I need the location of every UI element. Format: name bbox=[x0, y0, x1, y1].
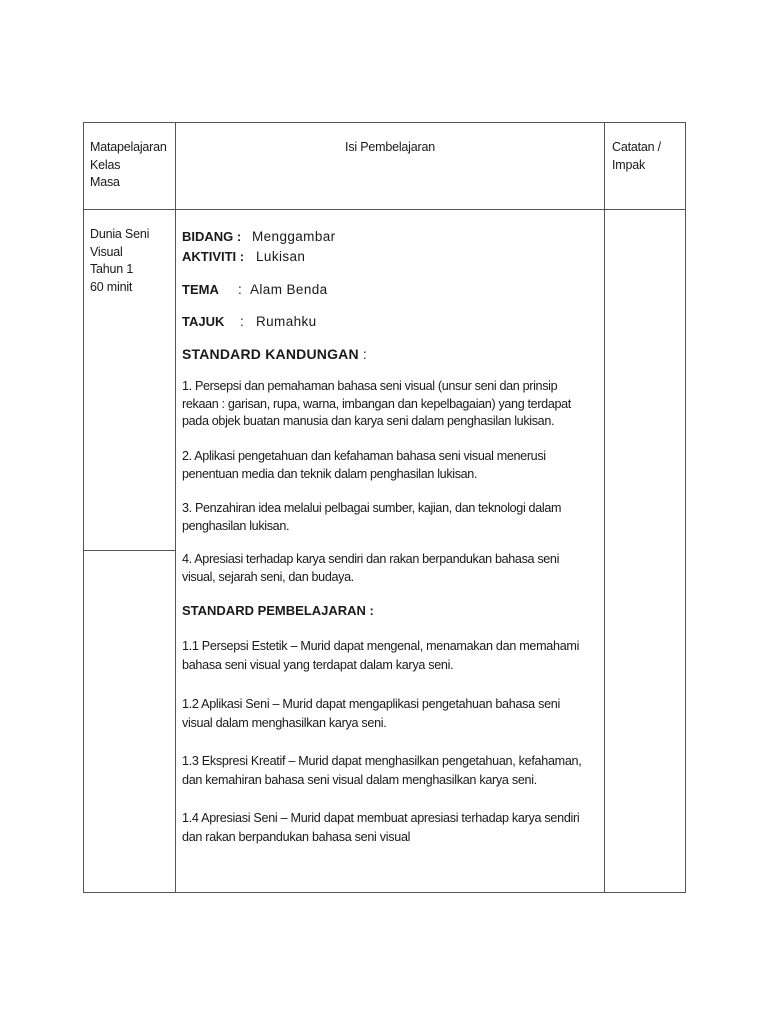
header-col1-line: Masa bbox=[90, 175, 120, 189]
aktiviti-label: AKTIVITI : bbox=[182, 249, 245, 264]
sp-item-line: visual dalam menghasilkan karya seni. bbox=[182, 716, 387, 730]
tajuk-label: TAJUK bbox=[182, 314, 225, 329]
sp-item-line: 1.2 Aplikasi Seni – Murid dapat mengaplikasi pengetahuan bahasa seni bbox=[182, 697, 560, 711]
table-border-bottom bbox=[83, 892, 686, 893]
header-col1-line: Kelas bbox=[90, 157, 121, 172]
sp-item-line: dan rakan berpandukan bahasa seni visual bbox=[182, 830, 411, 844]
table-border-right bbox=[685, 122, 686, 893]
sk-item-line: penentuan media dan teknik dalam penghasilan lukisan. bbox=[182, 466, 478, 481]
sp-item-line: dan kemahiran bahasa seni visual dalam menghasilkan karya seni. bbox=[182, 773, 537, 787]
tema-value: Alam Benda bbox=[250, 282, 328, 297]
aktiviti-value: Lukisan bbox=[256, 249, 306, 264]
info-cell bbox=[90, 226, 149, 296]
sp-item-line: 1.4 Apresiasi Seni – Murid dapat membuat apresiasi terhadap karya sendiri bbox=[182, 811, 580, 825]
sp-item-4 bbox=[182, 809, 602, 847]
tajuk-row bbox=[182, 312, 317, 332]
aktiviti-row bbox=[182, 247, 305, 267]
sk-item-1 bbox=[182, 378, 602, 431]
standard-kandungan-colon: : bbox=[362, 346, 367, 362]
sk-item-4 bbox=[182, 551, 602, 586]
bidang-row bbox=[182, 227, 336, 247]
sp-item-3 bbox=[182, 752, 602, 790]
bidang-value: Menggambar bbox=[252, 229, 336, 244]
sp-item-line: 1.3 Ekspresi Kreatif – Murid dapat menghasilkan pengetahuan, kefahaman, bbox=[182, 754, 582, 768]
sk-item-line: 3. Penzahiran idea melalui pelbagai sumber, kajian, dan teknologi dalam bbox=[182, 501, 562, 515]
header-col3-line: Catatan / bbox=[612, 140, 661, 154]
sp-item-line: 1.1 Persepsi Estetik – Murid dapat mengenal, menamakan dan memahami bbox=[182, 639, 580, 653]
table-border-left bbox=[83, 122, 84, 893]
sp-item-line: bahasa seni visual yang terdapat dalam karya seni. bbox=[182, 658, 454, 672]
standard-pembelajaran-heading: STANDARD PEMBELAJARAN : bbox=[182, 603, 374, 618]
standard-kandungan-heading bbox=[182, 346, 367, 362]
header-col1 bbox=[90, 139, 167, 192]
info-line: 60 minit bbox=[90, 279, 133, 294]
tajuk-value: Rumahku bbox=[256, 314, 317, 329]
header-col3-line: Impak bbox=[612, 157, 646, 172]
tema-row bbox=[182, 280, 328, 300]
bidang-label: BIDANG : bbox=[182, 229, 242, 244]
sp-item-2 bbox=[182, 695, 602, 733]
sp-item-1 bbox=[182, 637, 602, 675]
header-col3 bbox=[612, 139, 661, 174]
header-row-divider bbox=[83, 209, 686, 210]
sk-item-line: 2. Aplikasi pengetahuan dan kefahaman bahasa seni visual menerusi bbox=[182, 449, 546, 463]
header-col2-title: Isi Pembelajaran bbox=[345, 140, 435, 154]
tajuk-separator: : bbox=[240, 314, 244, 329]
sk-item-line: 4. Apresiasi terhadap karya sendiri dan rakan berpandukan bahasa seni bbox=[182, 552, 560, 566]
sk-item-line: pada objek buatan manusia dan karya seni dalam penghasilan lukisan. bbox=[182, 414, 555, 428]
sk-item-line: 1. Persepsi dan pemahaman bahasa seni visual (unsur seni dan prinsip bbox=[182, 379, 558, 393]
sk-item-line: penghasilan lukisan. bbox=[182, 518, 290, 533]
header-col1-line: Matapelajaran bbox=[90, 140, 167, 154]
standard-kandungan-label: STANDARD KANDUNGAN bbox=[182, 346, 359, 362]
tema-label: TEMA bbox=[182, 282, 219, 297]
sk-item-line: visual, sejarah seni, dan budaya. bbox=[182, 569, 354, 584]
sk-item-line: rekaan : garisan, rupa, warna, imbangan dan kepelbagaian) yang terdapat bbox=[182, 396, 571, 411]
table-border-top bbox=[83, 122, 686, 123]
sk-item-2 bbox=[182, 448, 602, 483]
column-divider-1 bbox=[175, 122, 176, 893]
tema-separator: : bbox=[238, 282, 242, 297]
info-cell-divider bbox=[83, 550, 175, 551]
header-col2 bbox=[176, 139, 604, 157]
column-divider-2 bbox=[604, 122, 605, 893]
sk-item-3 bbox=[182, 500, 602, 535]
info-line: Tahun 1 bbox=[90, 262, 134, 276]
info-line: Dunia Seni bbox=[90, 227, 150, 241]
info-line: Visual bbox=[90, 244, 123, 259]
